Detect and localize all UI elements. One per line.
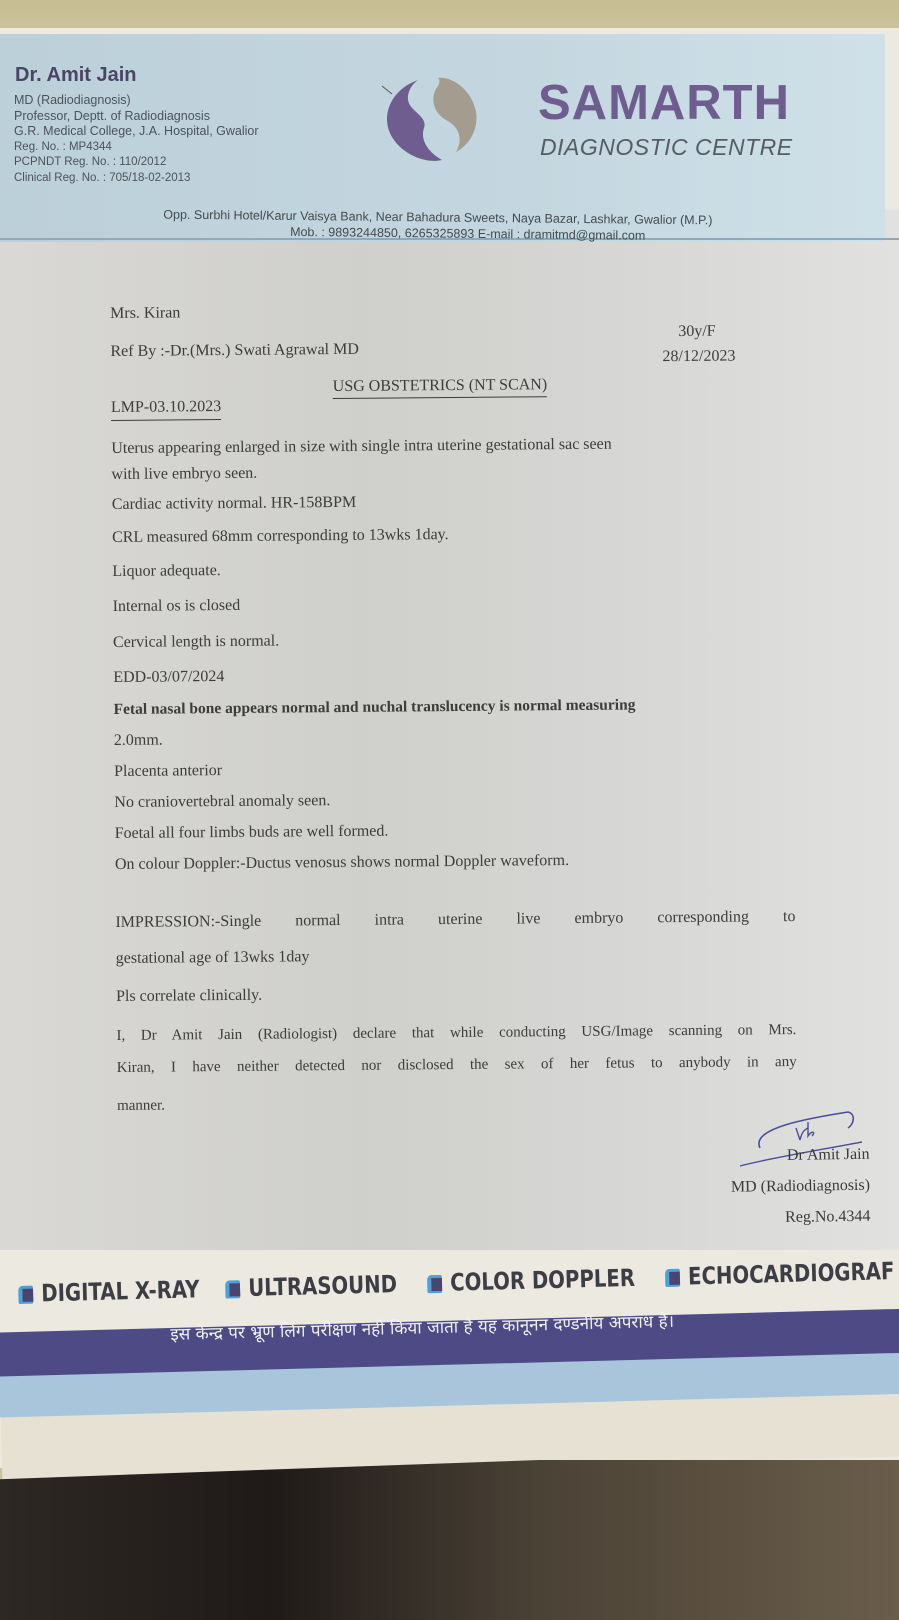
service-label: ECHOCARDIOGRAF (687, 1257, 895, 1291)
square-bullet-icon (427, 1273, 444, 1293)
doctor-credentials (14, 93, 259, 186)
samarth-logo-icon (380, 72, 480, 167)
signatory-degree: MD (Radiodiagnosis) (730, 1176, 871, 1196)
credential-line: MD (Radiodiagnosis) (14, 93, 131, 107)
finding-line: Placenta anterior (114, 762, 223, 780)
dark-surface-below (0, 1460, 899, 1620)
service-label: ULTRASOUND (248, 1270, 398, 1302)
finding-line: On colour Doppler:-Ductus venosus shows normal Doppler waveform. (114, 852, 570, 873)
service-item (427, 1264, 635, 1297)
signatory-name: Dr Amit Jain (786, 1145, 870, 1164)
square-bullet-icon (225, 1278, 242, 1298)
age-sex: 30y/F (678, 322, 716, 341)
service-item (665, 1257, 895, 1291)
credential-line: Clinical Reg. No. : 705/18-02-2013 (14, 171, 191, 184)
finding-line: EDD-03/07/2024 (113, 668, 225, 686)
credential-line: Professor, Deptt. of Radiodiagnosis (14, 108, 210, 123)
finding-line: Uterus appearing enlarged in size with single intra uterine gestational sac seen (111, 435, 612, 457)
service-item (225, 1270, 397, 1302)
service-label: COLOR DOPPLER (449, 1263, 636, 1297)
referred-by: Ref By :-Dr.(Mrs.) Swati Agrawal MD (110, 340, 359, 360)
patient-name: Mrs. Kiran (110, 304, 181, 322)
finding-line: Cervical length is normal. (112, 632, 280, 651)
address-line: Opp. Surbhi Hotel/Karur Vaisya Bank, Near Bahadura Sweets, Naya Bazar, Lashkar, Gwalior (M.P.) (163, 207, 713, 228)
report-title: USG OBSTETRICS (NT SCAN) (333, 376, 548, 399)
finding-line: Fetal nasal bone appears normal and nuchal translucency is normal measuring (113, 696, 636, 718)
finding-line: 2.0mm. (113, 731, 163, 749)
credential-line: Reg. No. : MP4344 (14, 140, 112, 153)
report-body-background (0, 210, 899, 1250)
finding-line: with live embryo seen. (111, 464, 258, 483)
lmp: LMP-03.10.2023 (111, 398, 221, 421)
signature-block (689, 1139, 870, 1235)
brand-subtitle: DIAGNOSTIC CENTRE (540, 134, 793, 160)
contact-line: Mob. : 9893244850, 6265325893 E-mail : dramitmd@gmail.com (290, 224, 646, 243)
correlate-note: Pls correlate clinically. (116, 986, 263, 1005)
square-bullet-icon (18, 1284, 35, 1304)
report-date: 28/12/2023 (662, 347, 736, 366)
credential-line: G.R. Medical College, J.A. Hospital, Gwalior (14, 124, 259, 138)
declaration-line: Kiran, I have neither detected nor disclosed the sex of her fetus to anybody in any (116, 1054, 797, 1076)
credential-line: PCPNDT Reg. No. : 110/2012 (14, 156, 167, 168)
doctor-name: Dr. Amit Jain (15, 64, 137, 86)
finding-line: Cardiac activity normal. HR-158BPM (111, 493, 357, 513)
impression-line: IMPRESSION:-Single normal intra uterine live embryo corresponding to (115, 908, 796, 931)
finding-line: CRL measured 68mm corresponding to 13wks 1day. (111, 526, 449, 546)
square-bullet-icon (665, 1267, 682, 1287)
finding-line: Internal os is closed (112, 596, 241, 615)
finding-line: Foetal all four limbs buds are well formed. (114, 822, 389, 842)
brand-name: SAMARTH (538, 76, 790, 130)
service-label: DIGITAL X-RAY (40, 1275, 200, 1308)
declaration-line: manner. (116, 1097, 166, 1114)
finding-line: No craniovertebral anomaly seen. (114, 792, 331, 811)
impression-line: gestational age of 13wks 1day (115, 948, 310, 967)
signatory-reg: Reg.No.4344 (784, 1207, 871, 1226)
declaration-line: I, Dr Amit Jain (Radiologist) declare that while conducting USG/Image scanning on Mrs. (116, 1022, 797, 1044)
finding-line: Liquor adequate. (112, 562, 221, 580)
service-item (18, 1275, 200, 1308)
hindi-notice: इस केन्द्र पर भ्रूण लिंग परीक्षण नही किया जाता है यह कानूनन दण्डनीय अपराध है। (170, 1311, 675, 1345)
